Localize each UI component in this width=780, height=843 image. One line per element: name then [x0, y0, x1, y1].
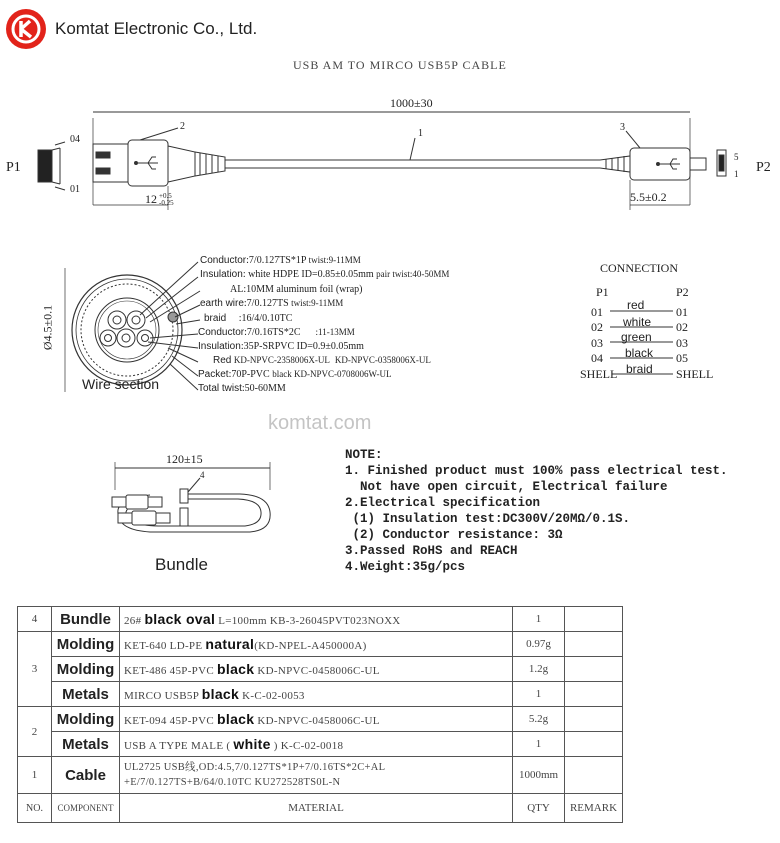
- row-remark: [565, 707, 623, 732]
- table-row: [18, 632, 623, 657]
- wire-spec-line: Packet:70P-PVC black KD-NPVC-0708006W-UL: [198, 369, 392, 380]
- conn-right-pin: 01: [676, 305, 688, 319]
- wire-spec-line: Insulation: white HDPE ID=0.85±0.05mm pair twist:40-50MM: [200, 269, 450, 280]
- wire-spec-line: earth wire:7/0.127TS twist:9-11MM: [200, 298, 344, 309]
- row-component: Bundle: [52, 607, 120, 632]
- row-remark: [565, 657, 623, 682]
- wire-spec-line: braid :16/4/0.10TC: [204, 313, 293, 324]
- header-qty: QTY: [513, 794, 565, 823]
- watermark: komtat.com: [268, 412, 372, 434]
- note-line: (1) Insulation test:DC300V/20MΩ/0.1S.: [345, 512, 631, 526]
- connection-title: CONNECTION: [600, 261, 678, 275]
- row-material: UL2725 USB线,OD:4.5,7/0.127TS*1P+7/0.16TS*2C+AL +E/7/0.127TS+B/64/0.10TC KU272528TS0L-N: [120, 757, 513, 794]
- note-line: (2) Conductor resistance: 3Ω: [345, 528, 563, 542]
- row-material: KET-486 45P-PVC black KD-NPVC-0458006C-UL: [120, 657, 513, 682]
- conn-right-pin: 05: [676, 351, 688, 365]
- pin-01-label: 01: [70, 184, 80, 195]
- dim-plug-length: 12 +0.5 -0.25: [145, 192, 174, 208]
- header-remark: REMARK: [565, 794, 623, 823]
- row-component: Metals: [52, 682, 120, 707]
- row-qty: 1.2g: [513, 657, 565, 682]
- table-row: [18, 682, 623, 707]
- note-line: 1. Finished product must 100% pass electrical test.: [345, 464, 728, 478]
- wire-section-caption: Wire section: [82, 376, 160, 392]
- row-no: 2: [18, 707, 52, 757]
- wire-spec-line: Insulation:35P-SRPVC ID=0.9±0.05mm: [198, 341, 364, 352]
- row-component: Cable: [52, 757, 120, 794]
- row-qty: 0.97g: [513, 632, 565, 657]
- connection-p1: P1: [596, 285, 609, 299]
- row-qty: 5.2g: [513, 707, 565, 732]
- row-qty: 1: [513, 682, 565, 707]
- row-component: Molding: [52, 707, 120, 732]
- bom-table: [17, 606, 623, 823]
- connection-p2: P2: [676, 285, 689, 299]
- conn-wire-color: braid: [626, 362, 653, 376]
- pin-04-label: 04: [70, 134, 80, 145]
- table-row: [18, 607, 623, 632]
- note-line: 3.Passed RoHS and REACH: [345, 544, 518, 558]
- row-no: 3: [18, 632, 52, 707]
- wire-spec-line: Conductor:7/0.16TS*2C :11-13MM: [198, 327, 355, 338]
- header-material: MATERIAL: [120, 794, 513, 823]
- row-remark: [565, 732, 623, 757]
- row-material: 26# black oval L=100mm KB-3-26045PVT023NOXX: [120, 607, 513, 632]
- table-row: [18, 757, 623, 794]
- table-row: [18, 657, 623, 682]
- row-material: KET-094 45P-PVC black KD-NPVC-0458006C-UL: [120, 707, 513, 732]
- length-dimension: 1000±30: [390, 96, 433, 110]
- row-component: Metals: [52, 732, 120, 757]
- note-line: Not have open circuit, Electrical failure: [345, 480, 668, 494]
- conn-left-pin: 02: [591, 320, 603, 334]
- bundle-caption: Bundle: [155, 555, 208, 574]
- row-remark: [565, 632, 623, 657]
- row-material: USB A TYPE MALE ( white ) K-C-02-0018: [120, 732, 513, 757]
- row-component: Molding: [52, 632, 120, 657]
- pin-1-label: 1: [734, 169, 739, 179]
- table-row: [18, 707, 623, 732]
- conn-wire-color: white: [623, 315, 652, 329]
- pin-5-label: 5: [734, 152, 739, 162]
- row-qty: 1: [513, 732, 565, 757]
- table-header-row: [18, 794, 623, 823]
- wire-spec-line: AL:10MM aluminum foil (wrap): [230, 284, 363, 295]
- wire-spec-line: Red KD-NPVC-2358006X-UL KD-NPVC-0358006X-UL: [213, 355, 431, 366]
- conn-left-pin: SHELL: [580, 367, 618, 381]
- header-component: COMPONENT: [52, 794, 120, 823]
- row-qty: 1: [513, 607, 565, 632]
- note-title: NOTE:: [345, 448, 383, 462]
- wire-spec-line: Conductor:7/0.127TS*1P twist:9-11MM: [200, 255, 361, 266]
- p2-label: P2: [756, 160, 771, 175]
- conn-wire-color: red: [627, 298, 645, 312]
- table-row: [18, 732, 623, 757]
- row-remark: [565, 682, 623, 707]
- drawing-title: USB AM TO MIRCO USB5P CABLE: [293, 58, 507, 72]
- row-material: MIRCO USB5P black K-C-02-0053: [120, 682, 513, 707]
- header-no: NO.: [18, 794, 52, 823]
- row-remark: [565, 757, 623, 794]
- row-qty: 1000mm: [513, 757, 565, 794]
- diameter-label: Ø4.5±0.1: [40, 304, 55, 351]
- conn-left-pin: 01: [591, 305, 603, 319]
- conn-right-pin: SHELL: [676, 367, 714, 381]
- callout-1: 1: [418, 128, 423, 139]
- bundle-dimension: 120±15: [166, 452, 203, 466]
- conn-right-pin: 03: [676, 336, 688, 350]
- note-line: 2.Electrical specification: [345, 496, 541, 510]
- conn-right-pin: 02: [676, 320, 688, 334]
- conn-left-pin: 03: [591, 336, 603, 350]
- company-name: Komtat Electronic Co., Ltd.: [55, 19, 258, 38]
- callout-2: 2: [180, 121, 185, 132]
- row-remark: [565, 607, 623, 632]
- row-no: 1: [18, 757, 52, 794]
- row-material: KET-640 LD-PE natural(KD-NPEL-A450000A): [120, 632, 513, 657]
- row-no: 4: [18, 607, 52, 632]
- wire-spec-line: Total twist:50-60MM: [198, 383, 286, 394]
- conn-wire-color: black: [625, 346, 654, 360]
- note-line: 4.Weight:35g/pcs: [345, 560, 466, 574]
- bundle-callout: 4: [200, 470, 205, 480]
- p1-label: P1: [6, 160, 21, 175]
- callout-3: 3: [620, 122, 625, 133]
- dim-micro-length: 5.5±0.2: [630, 190, 667, 204]
- conn-wire-color: green: [621, 330, 652, 344]
- row-component: Molding: [52, 657, 120, 682]
- conn-left-pin: 04: [591, 351, 603, 365]
